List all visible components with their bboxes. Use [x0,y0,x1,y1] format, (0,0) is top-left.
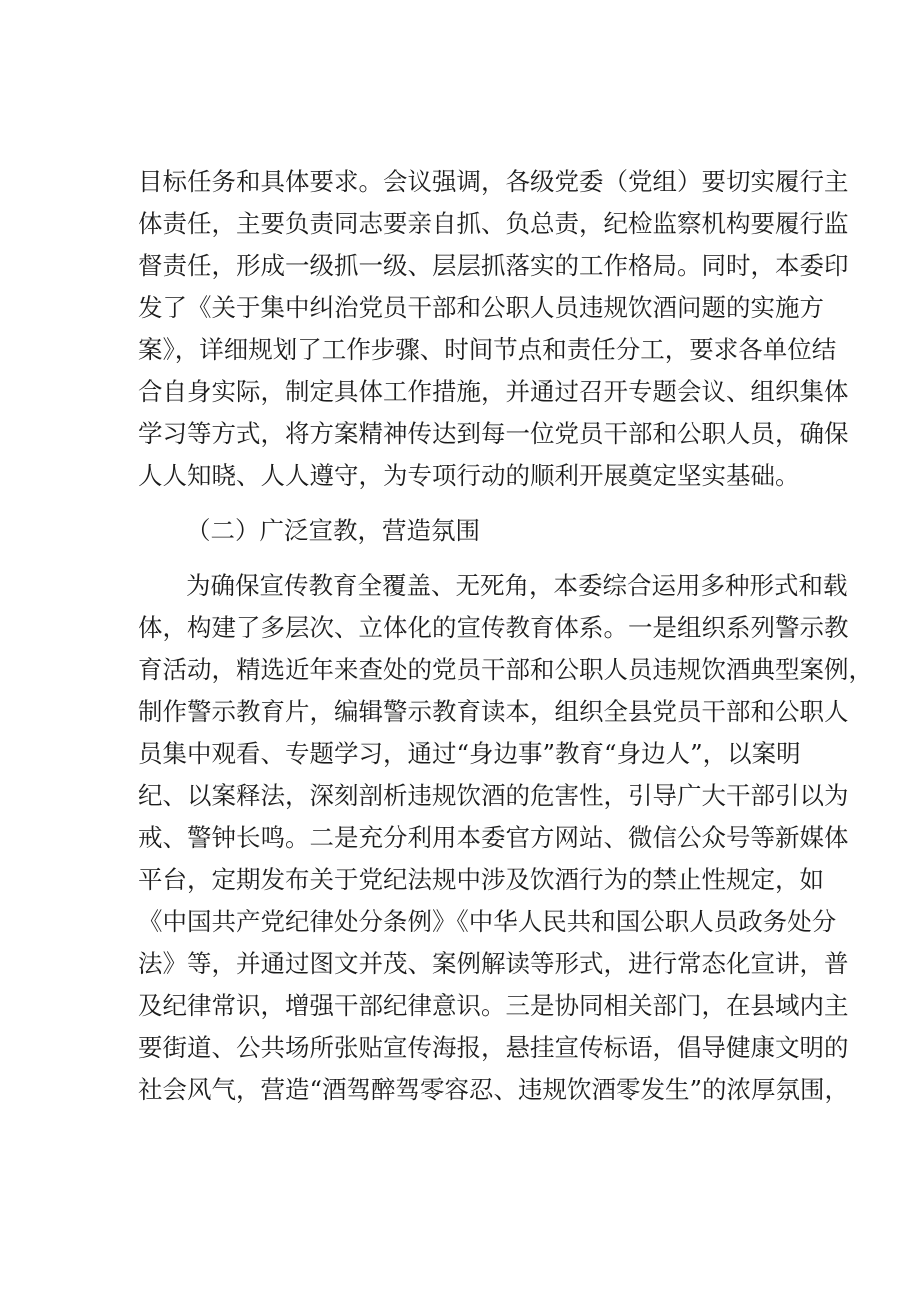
paragraph-2-line-6: 纪、以案释法，深刻剖析违规饮酒的危害性，引导广大干部引以为 [138,781,849,810]
paragraph-2-line-9: 《中国共产党纪律处分条例》《中华人民共和国公职人员政务处分 [138,907,837,936]
paragraph-2-line-10: 法》等，并通过图文并茂、案例解读等形式，进行常态化宣讲，普 [138,949,849,978]
paragraph-1-line-1: 目标任务和具体要求。会议强调，各级党委（党组）要切实履行主 [138,167,849,196]
paragraph-2-line-1: 为确保宣传教育全覆盖、无死角，本委综合运用多种形式和载 [186,571,848,600]
paragraph-2-line-8: 平台，定期发布关于党纪法规中涉及饮酒行为的禁止性规定，如 [138,865,824,894]
paragraph-1-line-4: 发了《关于集中纠治党员干部和公职人员违规饮酒问题的实施方 [138,293,824,322]
paragraph-2-line-3: 育活动，精选近年来查处的党员干部和公职人员违规饮酒典型案例， [138,655,873,684]
paragraph-1-line-6: 合自身实际，制定具体工作措施，并通过召开专题会议、组织集体 [138,377,849,406]
paragraph-1-line-3: 督责任，形成一级抓一级、层层抓落实的工作格局。同时，本委印 [138,251,849,280]
paragraph-2-line-7: 戒、警钟长鸣。二是充分利用本委官方网站、微信公众号等新媒体 [138,823,849,852]
paragraph-2-line-11: 及纪律常识，增强干部纪律意识。三是协同相关部门，在县域内主 [138,991,849,1020]
paragraph-2-line-2: 体，构建了多层次、立体化的宣传教育体系。一是组织系列警示教 [138,613,849,642]
section-heading: （二）广泛宣教，营造氛围 [186,516,480,545]
paragraph-1-line-7: 学习等方式，将方案精神传达到每一位党员干部和公职人员，确保 [138,419,849,448]
paragraph-2-line-13: 社会风气，营造“酒驾醉驾零容忍、违规饮酒零发生”的浓厚氛围， [138,1075,850,1104]
paragraph-1-line-8: 人人知晓、人人遵守，为专项行动的顺利开展奠定坚实基础。 [138,461,800,490]
paragraph-1-line-5: 案》，详细规划了工作步骤、时间节点和责任分工，要求各单位结 [138,335,837,364]
paragraph-2-line-5: 员集中观看、专题学习，通过“身边事”教育“身边人”，以案明 [138,739,801,768]
paragraph-2-line-12: 要街道、公共场所张贴宣传海报，悬挂宣传标语，倡导健康文明的 [138,1033,849,1062]
paragraph-1-line-2: 体责任，主要负责同志要亲自抓、负总责，纪检监察机构要履行监 [138,209,849,238]
paragraph-2-line-4: 制作警示教育片，编辑警示教育读本，组织全县党员干部和公职人 [138,697,849,726]
